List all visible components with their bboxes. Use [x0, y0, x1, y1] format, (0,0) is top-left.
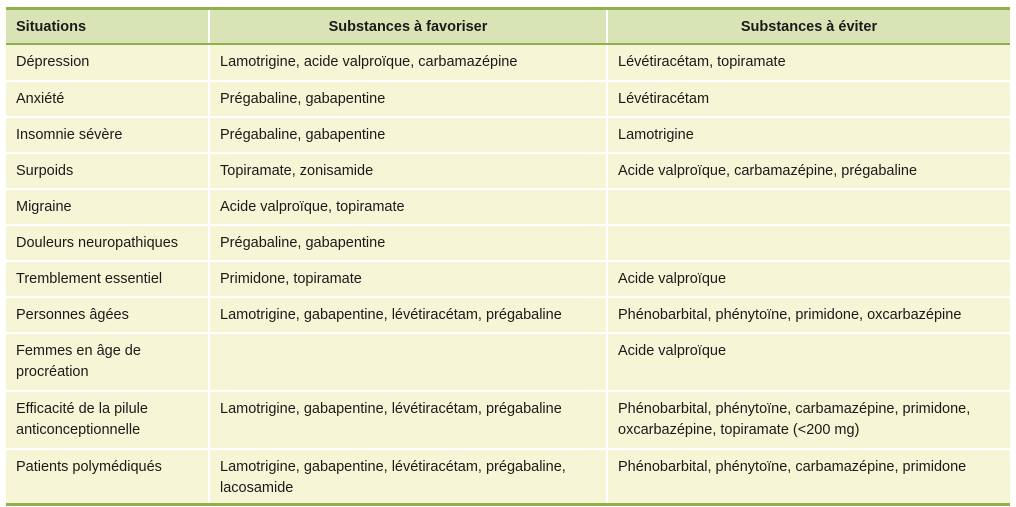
cell-favoriser: Primidone, topiramate — [209, 261, 607, 297]
header-substances-favoriser: Substances à favoriser — [209, 10, 607, 44]
cell-situation: Femmes en âge de procréation — [6, 333, 209, 391]
cell-eviter: Phénobarbital, phénytoïne, carbamazépine, primidone — [607, 449, 1010, 503]
table-row — [6, 449, 1010, 503]
cell-favoriser: Prégabaline, gabapentine — [209, 117, 607, 153]
antiepileptic-situations-table-container — [6, 7, 1010, 506]
cell-favoriser: Prégabaline, gabapentine — [209, 81, 607, 117]
cell-favoriser: Topiramate, zonisamide — [209, 153, 607, 189]
cell-situation: Anxiété — [6, 81, 209, 117]
cell-eviter: Phénobarbital, phénytoïne, carbamazépine, primidone, oxcarbazépine, topiramate (<200 mg) — [607, 391, 1010, 449]
table-row — [6, 391, 1010, 449]
table-row — [6, 189, 1010, 225]
header-substances-eviter: Substances à éviter — [607, 10, 1010, 44]
table-header-row — [6, 10, 1010, 44]
cell-favoriser: Prégabaline, gabapentine — [209, 225, 607, 261]
cell-eviter: Lamotrigine — [607, 117, 1010, 153]
table-row — [6, 333, 1010, 391]
table-row — [6, 117, 1010, 153]
cell-eviter: Phénobarbital, phénytoïne, primidone, oxcarbazépine — [607, 297, 1010, 333]
cell-favoriser: Lamotrigine, gabapentine, lévétiracétam, prégabaline — [209, 297, 607, 333]
table-row — [6, 261, 1010, 297]
cell-favoriser: Acide valproïque, topiramate — [209, 189, 607, 225]
cell-eviter: Acide valproïque, carbamazépine, prégabaline — [607, 153, 1010, 189]
table-row — [6, 81, 1010, 117]
cell-favoriser: Lamotrigine, gabapentine, lévétiracétam, prégabaline, lacosamide — [209, 449, 607, 503]
cell-situation: Insomnie sévère — [6, 117, 209, 153]
cell-eviter — [607, 189, 1010, 225]
cell-situation: Douleurs neuropathiques — [6, 225, 209, 261]
antiepileptic-situations-table — [6, 10, 1010, 503]
table-row — [6, 44, 1010, 81]
cell-situation: Tremblement essentiel — [6, 261, 209, 297]
table-row — [6, 297, 1010, 333]
cell-favoriser: Lamotrigine, acide valproïque, carbamazépine — [209, 44, 607, 81]
cell-eviter — [607, 225, 1010, 261]
cell-eviter: Lévétiracétam — [607, 81, 1010, 117]
cell-situation: Dépression — [6, 44, 209, 81]
cell-situation: Patients polymédiqués — [6, 449, 209, 503]
table-row — [6, 225, 1010, 261]
header-situations: Situations — [6, 10, 209, 44]
cell-situation: Personnes âgées — [6, 297, 209, 333]
cell-situation: Migraine — [6, 189, 209, 225]
cell-favoriser: Lamotrigine, gabapentine, lévétiracétam, prégabaline — [209, 391, 607, 449]
cell-eviter: Lévétiracétam, topiramate — [607, 44, 1010, 81]
cell-situation: Efficacité de la pilule anticonceptionnelle — [6, 391, 209, 449]
cell-situation: Surpoids — [6, 153, 209, 189]
cell-favoriser — [209, 333, 607, 391]
table-row — [6, 153, 1010, 189]
cell-eviter: Acide valproïque — [607, 333, 1010, 391]
cell-eviter: Acide valproïque — [607, 261, 1010, 297]
